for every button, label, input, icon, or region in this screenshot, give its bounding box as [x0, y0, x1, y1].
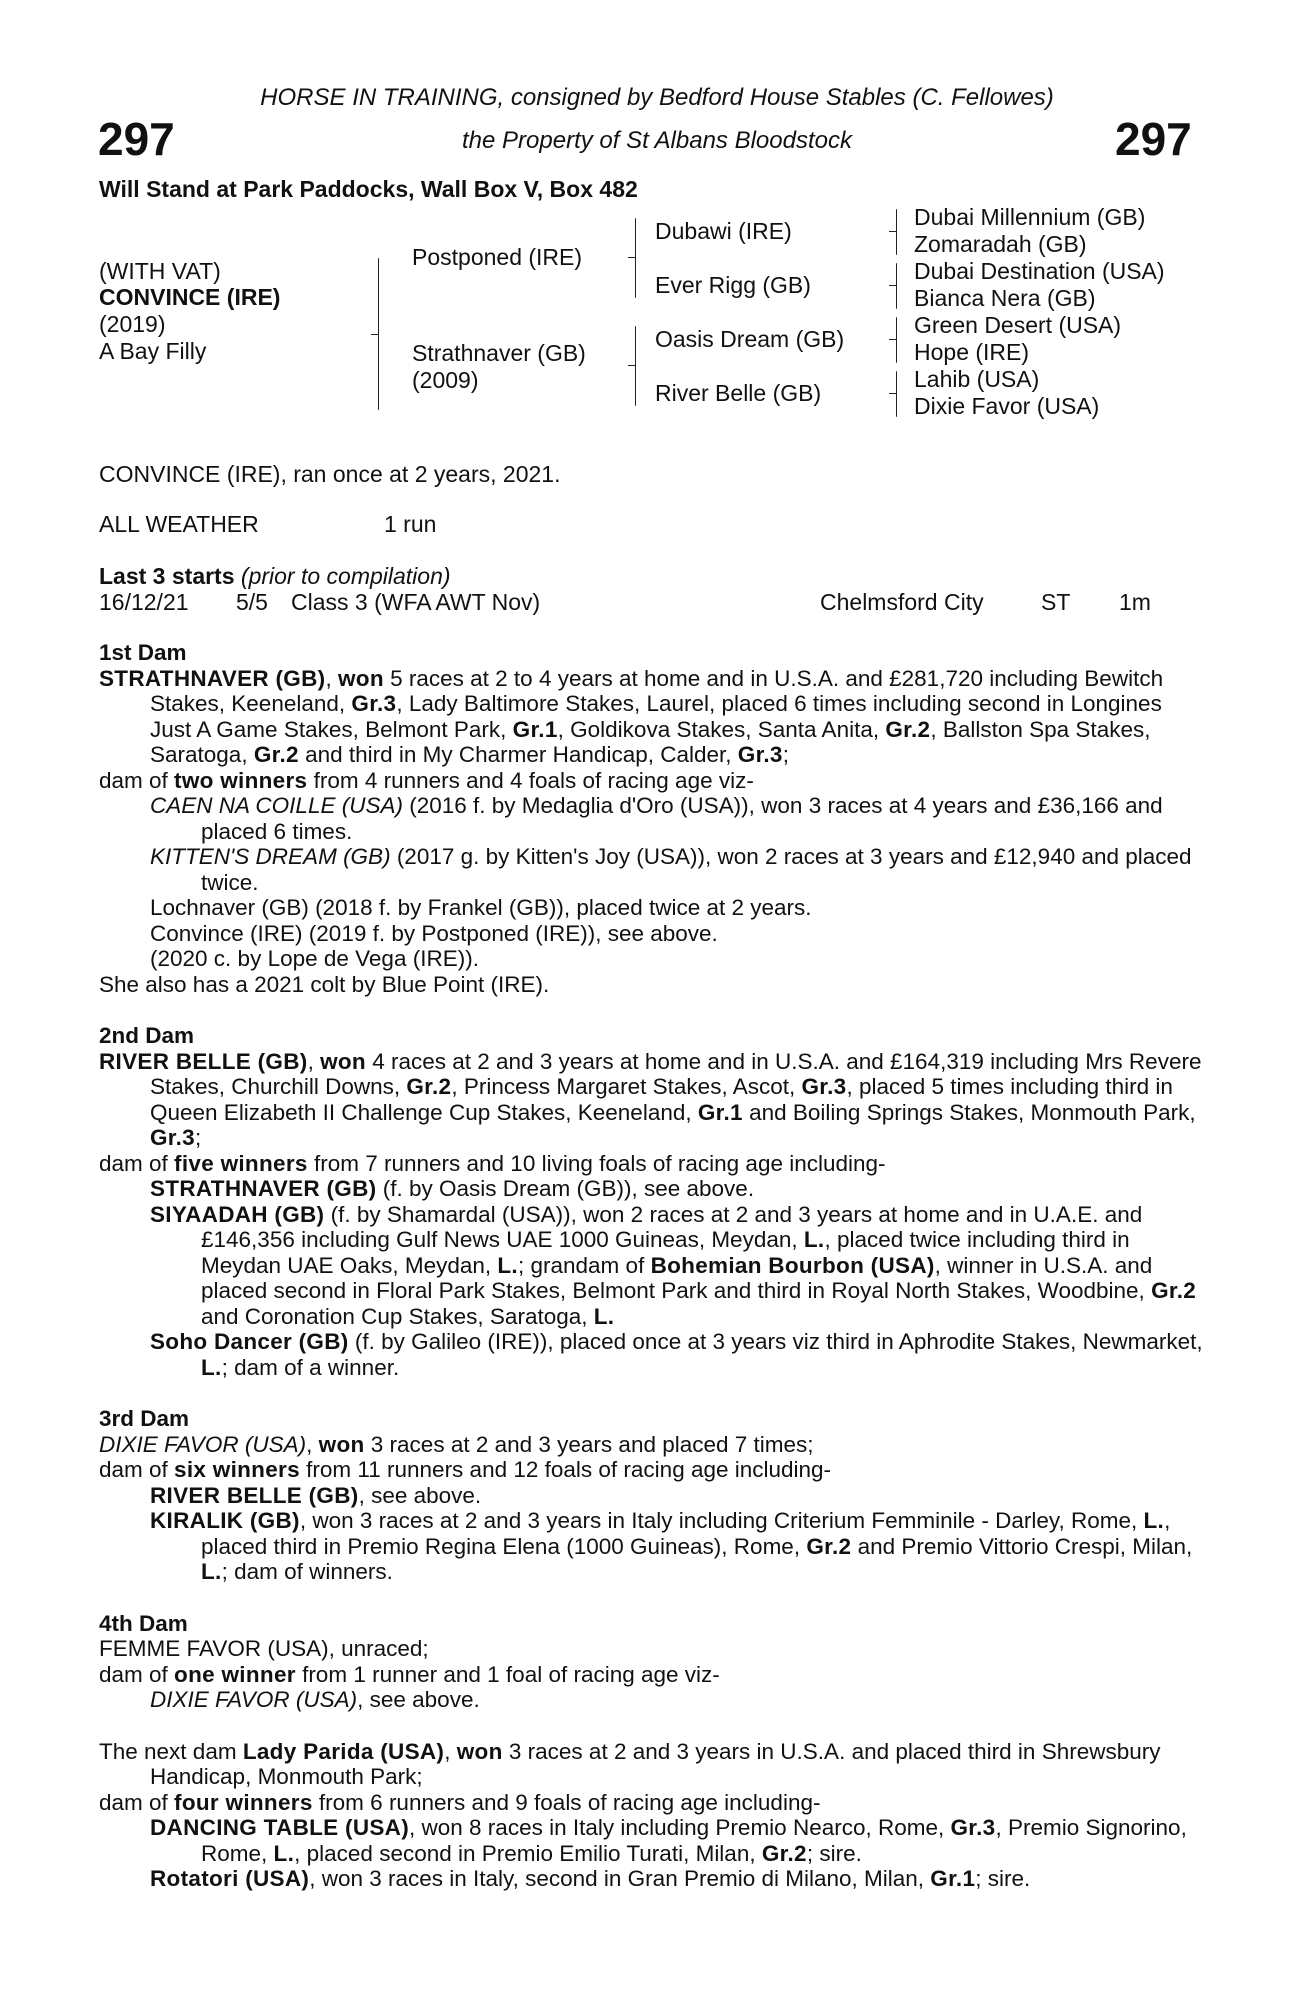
- brace-dd: [896, 371, 897, 417]
- starts-title: Last 3 starts: [99, 563, 235, 589]
- produce-paragraph: The next dam Lady Parida (USA), won 3 races at 2 and 3 years in U.S.A. and placed third in Shrewsbury Handicap, Monmouth Park;: [99, 1738, 1161, 1789]
- produce-paragraph: DIXIE FAVOR (USA), won 3 races at 2 and 3 years and placed 7 times;: [99, 1431, 814, 1457]
- dam-heading: 3rd Dam: [99, 1406, 190, 1431]
- produce-paragraph: dam of six winners from 11 runners and 12 foals of racing age including-: [99, 1457, 832, 1482]
- produce-paragraph: STRATHNAVER (GB) (f. by Oasis Dream (GB)), see above.: [150, 1176, 755, 1201]
- pedigree-brace: [378, 258, 379, 410]
- horse-description: A Bay Filly: [99, 338, 207, 364]
- produce-paragraph: Lochnaver (GB) (2018 f. by Frankel (GB)), placed twice at 2 years.: [150, 895, 812, 920]
- gen3-5: Green Desert (USA): [914, 312, 1122, 338]
- vat-note: (WITH VAT): [99, 258, 221, 284]
- starts-note: (prior to compilation): [240, 563, 451, 589]
- gen3-6: Hope (IRE): [914, 339, 1030, 365]
- brace-ds: [896, 317, 897, 363]
- produce-paragraph: She also has a 2021 colt by Blue Point (IRE).: [99, 971, 550, 997]
- horse-name: CONVINCE (IRE): [99, 284, 281, 310]
- dam-sire: Oasis Dream (GB): [655, 326, 845, 352]
- start-going: ST: [1041, 589, 1071, 615]
- produce-paragraph: Convince (IRE) (2019 f. by Postponed (IRE)), see above.: [150, 920, 718, 946]
- produce-paragraph: KITTEN'S DREAM (GB) (2017 g. by Kitten's Joy (USA)), won 2 races at 3 years and £12,940 and placed twice.: [150, 844, 1192, 895]
- start-position: 5/5: [236, 589, 268, 615]
- record-value: 1 run: [384, 511, 437, 537]
- start-distance: 1m: [1119, 589, 1151, 615]
- produce-paragraph: SIYAADAH (GB) (f. by Shamardal (USA)), won 2 races at 2 and 3 years at home and in U.A.E. and £146,356 including Gulf News UAE 1000 Guineas, Meydan, L., placed twice including third in Meydan UAE Oaks, Meydan, L.; grandam of Bohemian Bourbon (USA), winner in U.S.A. and placed second in Floral Park Stakes, Belmont Park and third in Royal North Stakes, Woodbine, Gr.2 and Coronation Cup Stakes, Saratoga, L.: [150, 1201, 1197, 1329]
- produce-paragraph: DIXIE FAVOR (USA), see above.: [150, 1687, 480, 1712]
- produce-paragraph: KIRALIK (GB), won 3 races at 2 and 3 years in Italy including Criterium Femminile - Darley, Rome, L., placed third in Premio Regina Elena (1000 Guineas), Rome, Gr.2 and Premio Vittorio Crespi, Milan, L.; dam of winners.: [150, 1508, 1193, 1584]
- property-line: the Property of St Albans Bloodstock: [462, 127, 852, 154]
- produce-record: [99, 640, 1205, 1892]
- produce-paragraph: DANCING TABLE (USA), won 8 races in Italy including Premio Nearco, Rome, Gr.3, Premio Signorino, Rome, L., placed second in Premio Emilio Turati, Milan, Gr.2; sire.: [150, 1815, 1187, 1866]
- sire-sire: Dubawi (IRE): [655, 218, 792, 244]
- dam-brace: [635, 326, 636, 406]
- produce-paragraph: RIVER BELLE (GB), see above.: [150, 1482, 482, 1508]
- gen3-7: Lahib (USA): [914, 366, 1040, 392]
- produce-paragraph: (2020 c. by Lope de Vega (IRE)).: [150, 946, 479, 971]
- produce-paragraph: Soho Dancer (GB) (f. by Galileo (IRE)), placed once at 3 years viz third in Aphrodite Stakes, Newmarket, L.; dam of a winner.: [150, 1329, 1203, 1380]
- produce-paragraph: Rotatori (USA), won 3 races in Italy, second in Gran Premio di Milano, Milan, Gr.1; sire.: [150, 1866, 1031, 1891]
- start-course: Chelmsford City: [820, 589, 984, 615]
- produce-paragraph: STRATHNAVER (GB), won 5 races at 2 to 4 years at home and in U.S.A. and £281,720 including Bewitch Stakes, Keeneland, Gr.3, Lady Baltimore Stakes, Laurel, placed 6 times including second in Longines Just A Game Stakes, Belmont Park, Gr.1, Goldikova Stakes, Santa Anita, Gr.2, Ballston Spa Stakes, Saratoga, Gr.2 and third in My Charmer Handicap, Calder, Gr.3;: [99, 665, 1164, 767]
- sire-dam: Ever Rigg (GB): [655, 272, 811, 298]
- record-label: ALL WEATHER: [99, 511, 259, 537]
- gen3-2: Zomaradah (GB): [914, 231, 1087, 257]
- race-summary: CONVINCE (IRE), ran once at 2 years, 2021.: [99, 461, 561, 487]
- lot-number-right: 297: [1115, 113, 1192, 165]
- produce-paragraph: RIVER BELLE (GB), won 4 races at 2 and 3 years at home and in U.S.A. and £164,319 including Mrs Revere Stakes, Churchill Downs, Gr.2, Princess Margaret Stakes, Ascot, Gr.3, placed 5 times including third in Queen Elizabeth II Challenge Cup Stakes, Keeneland, Gr.1 and Boiling Springs Stakes, Monmouth Park, Gr.3;: [99, 1048, 1202, 1150]
- brace-sd: [896, 263, 897, 309]
- lot-number-left: 297: [98, 113, 175, 165]
- sire: Postponed (IRE): [412, 244, 583, 270]
- consignor-line: HORSE IN TRAINING, consigned by Bedford House Stables (C. Fellowes): [260, 84, 1054, 111]
- stand-location: Will Stand at Park Paddocks, Wall Box V, Box 482: [99, 176, 638, 202]
- start-race: Class 3 (WFA AWT Nov): [291, 589, 541, 615]
- dam-heading: 1st Dam: [99, 640, 187, 665]
- produce-paragraph: dam of five winners from 7 runners and 10 living foals of racing age including-: [99, 1150, 886, 1176]
- produce-paragraph: CAEN NA COILLE (USA) (2016 f. by Medaglia d'Oro (USA)), won 3 races at 4 years and £36,166 and placed 6 times.: [150, 793, 1163, 844]
- dam-heading: 2nd Dam: [99, 1023, 195, 1048]
- sire-brace: [635, 218, 636, 298]
- produce-paragraph: dam of one winner from 1 runner and 1 foal of racing age viz-: [99, 1661, 720, 1687]
- gen3-3: Dubai Destination (USA): [914, 258, 1165, 284]
- starts-header: [99, 563, 451, 590]
- produce-paragraph: FEMME FAVOR (USA), unraced;: [99, 1636, 429, 1661]
- gen3-8: Dixie Favor (USA): [914, 393, 1100, 419]
- start-date: 16/12/21: [99, 589, 189, 615]
- produce-paragraph: dam of four winners from 6 runners and 9 foals of racing age including-: [99, 1789, 821, 1815]
- gen3-1: Dubai Millennium (GB): [914, 204, 1146, 230]
- gen3-4: Bianca Nera (GB): [914, 285, 1096, 311]
- dam-year: (2009): [412, 367, 479, 393]
- dam: Strathnaver (GB): [412, 340, 586, 366]
- dam-heading: 4th Dam: [99, 1610, 188, 1636]
- dam-dam: River Belle (GB): [655, 380, 822, 406]
- brace-ss: [896, 209, 897, 255]
- horse-year: (2019): [99, 311, 166, 337]
- produce-paragraph: dam of two winners from 4 runners and 4 foals of racing age viz-: [99, 767, 754, 793]
